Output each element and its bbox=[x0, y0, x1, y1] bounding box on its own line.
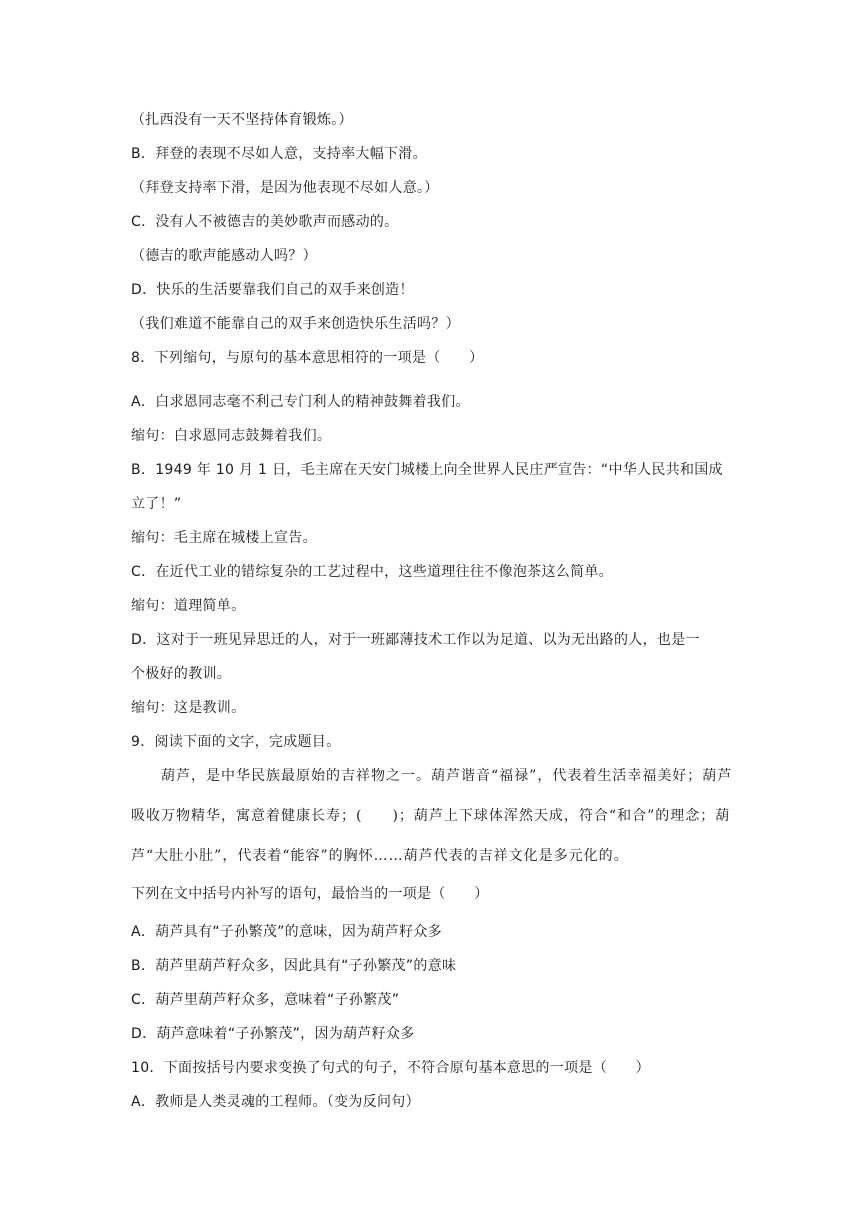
question-9-prompt: 下列在文中括号内补写的语句，最恰当的一项是（ ） bbox=[131, 886, 489, 902]
option-c: C．没有人不被德吉的美妙歌声而感动的。 bbox=[131, 214, 399, 230]
option-c: C．葫芦里葫芦籽众多，意味着“子孙繁茂” bbox=[131, 992, 400, 1008]
text-line: （德吉的歌声能感动人吗？） bbox=[131, 248, 317, 264]
text-line: 个极好的教训。 bbox=[131, 666, 232, 682]
option-b: B．1949 年 10 月 1 日，毛主席在天安门城楼上向全世界人民庄严宣告：“中华人民共和国成 bbox=[131, 462, 723, 478]
option-d: D．这对于一班见异思迁的人，对于一班鄙薄技术工作以为足道、以为无出路的人，也是一 bbox=[131, 632, 700, 648]
option-d: D．快乐的生活要靠我们自己的双手来创造！ bbox=[131, 282, 414, 298]
text-line: （扎西没有一天不坚持体育锻炼。） bbox=[131, 112, 353, 128]
question-9: 9．阅读下面的文字，完成题目。 bbox=[131, 734, 341, 750]
option-b: B．葫芦里葫芦籽众多，因此具有“子孙繁茂”的意味 bbox=[131, 958, 457, 974]
text-line: （拜登支持率下滑，是因为他表现不尽如人意。） bbox=[131, 180, 439, 196]
option-b: B．拜登的表现不尽如人意，支持率大幅下滑。 bbox=[131, 146, 427, 162]
option-a: A．葫芦具有“子孙繁茂”的意味，因为葫芦籽众多 bbox=[131, 924, 442, 940]
option-a: A．白求恩同志毫不利己专门利人的精神鼓舞着我们。 bbox=[131, 394, 470, 410]
text-line: 缩句：白求恩同志鼓舞着我们。 bbox=[131, 428, 332, 444]
option-d: D．葫芦意味着“子孙繁茂”，因为葫芦籽众多 bbox=[131, 1026, 415, 1042]
text-line: 缩句：道理简单。 bbox=[131, 598, 246, 614]
question-10: 10．下面按括号内要求变换了句式的句子，不符合原句基本意思的一项是（ ） bbox=[131, 1060, 650, 1076]
text-line: 缩句：这是教训。 bbox=[131, 700, 246, 716]
passage-line: 葫芦，是中华民族最原始的吉祥物之一。葫芦谐音“福禄”，代表着生活幸福美好；葫芦 bbox=[161, 768, 733, 784]
text-line: 缩句：毛主席在城楼上宣告。 bbox=[131, 530, 317, 546]
text-line: 立了！” bbox=[131, 496, 182, 512]
option-c: C．在近代工业的错综复杂的工艺过程中，这些道理往往不像泡茶这么简单。 bbox=[131, 564, 613, 580]
option-a: A．教师是人类灵魂的工程师。（变为反问句） bbox=[131, 1094, 420, 1110]
question-8: 8．下列缩句，与原句的基本意思相符的一项是（ ） bbox=[131, 350, 484, 366]
text-line: （我们难道不能靠自己的双手来创造快乐生活吗？） bbox=[131, 316, 460, 332]
passage-line: 芦“大肚小肚”，代表着“能容”的胸怀……葫芦代表的吉祥文化是多元化的。 bbox=[131, 848, 629, 864]
passage-line: 吸收万物精华，寓意着健康长寿；( )；葫芦上下球体浑然天成，符合“和合”的理念；葫 bbox=[131, 808, 731, 824]
